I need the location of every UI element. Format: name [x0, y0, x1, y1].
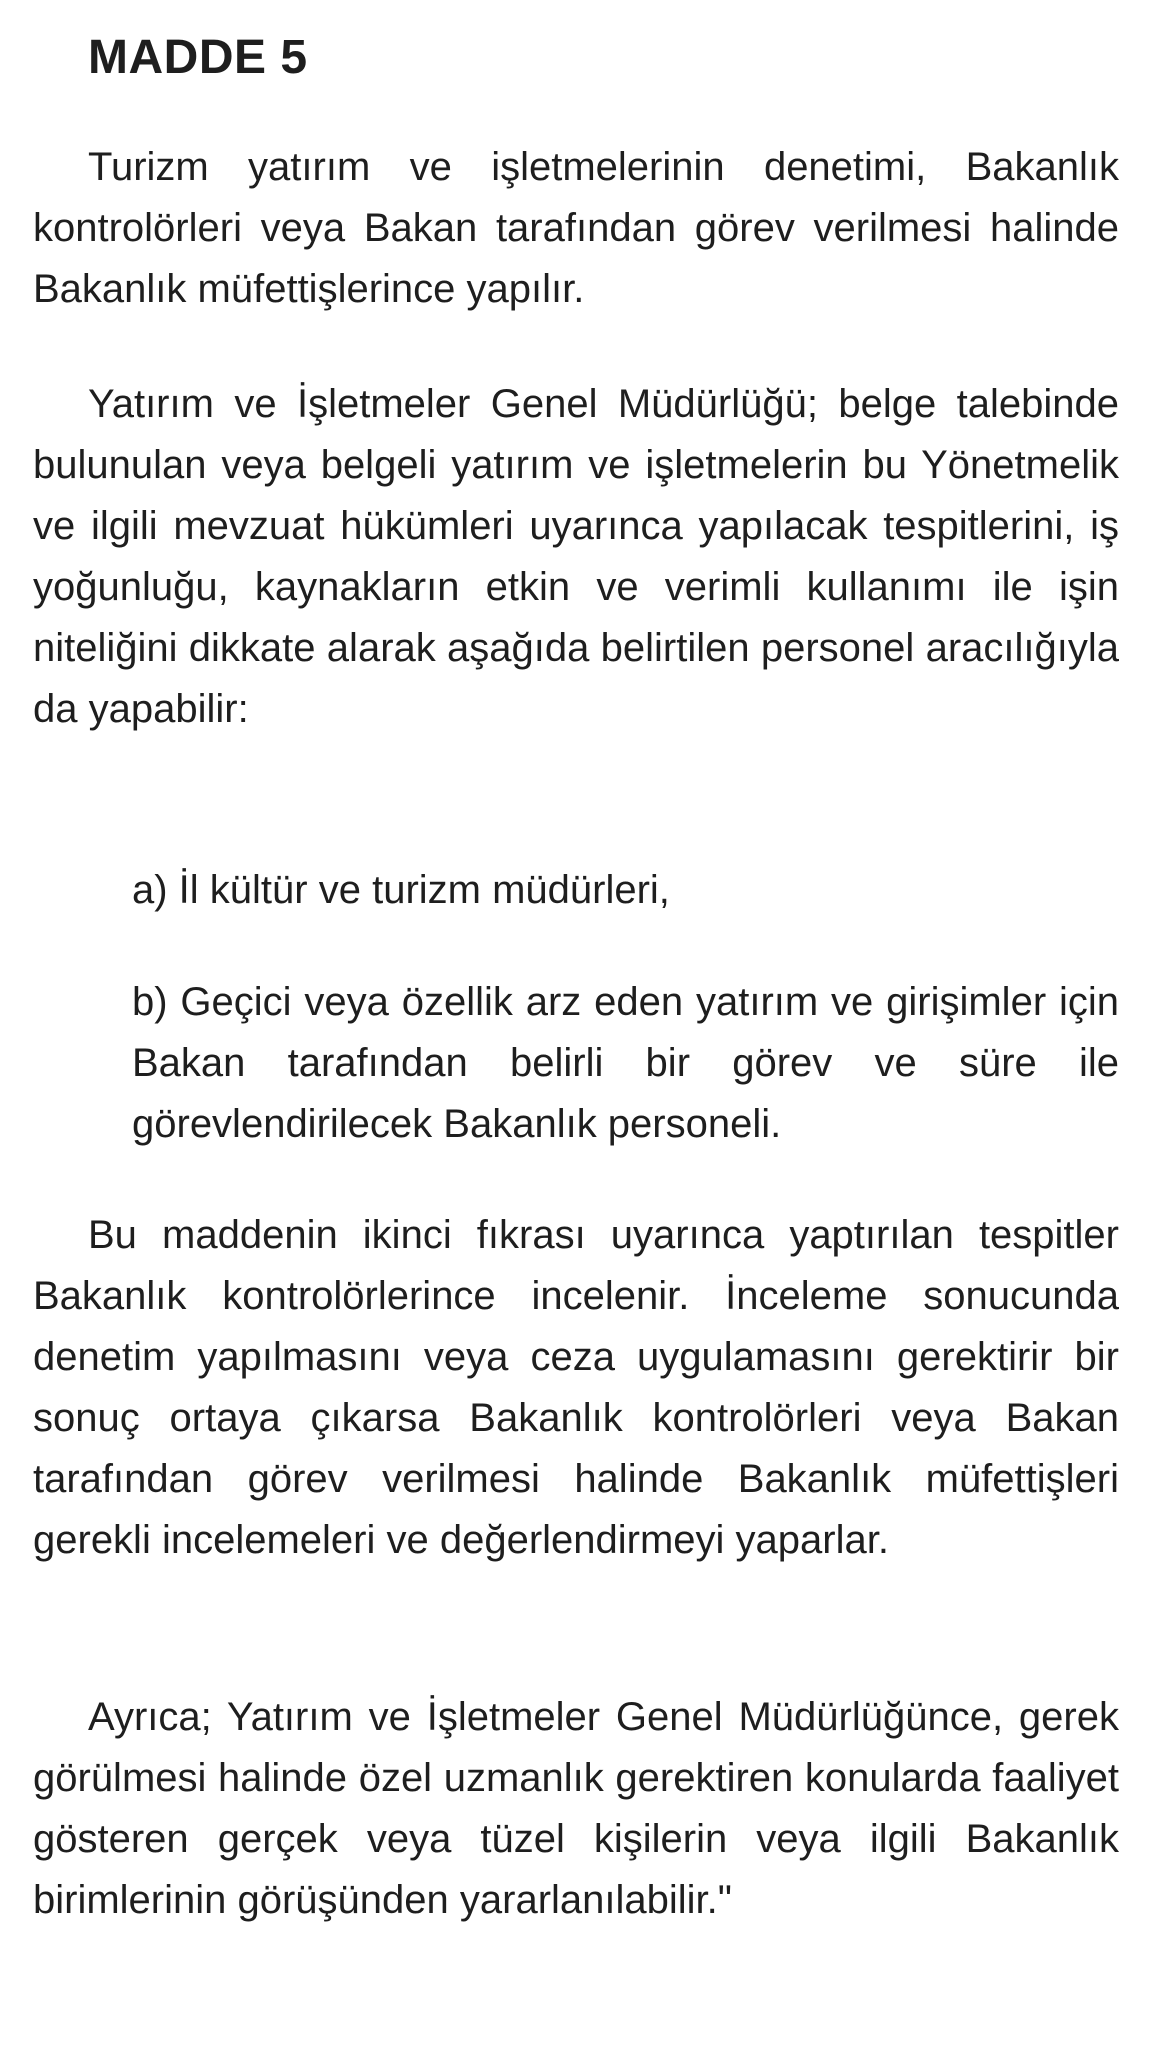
paragraph-3: Bu maddenin ikinci fıkrası uyarınca yaptırılan tespitler Bakanlık kontrolörlerince incelenir. İnceleme sonucunda denetim yapılmasını veya ceza uygulamasını gerektirir bir sonuç ortaya çıkarsa Bakanlık kontrolörleri veya Bakan tarafından görev verilmesi halinde Bakanlık müfettişleri gerekli incelemeleri ve değerlendirmeyi yaparlar. [33, 1213, 1119, 1562]
paragraph-4: Ayrıca; Yatırım ve İşletmeler Genel Müdürlüğünce, gerek görülmesi halinde özel uzmanlık gerektiren konularda faaliyet gösteren gerçek veya tüzel kişilerin veya ilgili Bakanlık birimlerinin görüşünden yararlanılabilir." [33, 1695, 1119, 1922]
article-heading: MADDE 5 [88, 31, 308, 84]
paragraph-2: Yatırım ve İşletmeler Genel Müdürlüğü; belge talebinde bulunulan veya belgeli yatırım ve işletmelerin bu Yönetmelik ve ilgili mevzuat hükümleri uyarınca yapılacak tespitlerini, iş yoğunluğu, kaynakların etkin ve verimli kullanımı ile işin niteliğini dikkate alarak aşağıda belirtilen personel aracılığıyla da yapabilir: [33, 382, 1119, 731]
list-item-a: a) İl kültür ve turizm müdürleri, [132, 868, 670, 912]
list-item-b: b) Geçici veya özellik arz eden yatırım ve girişimler için Bakan tarafından belirli bir görev ve süre ile görevlendirilecek Bakanlık personeli. [132, 980, 1119, 1146]
paragraph-1: Turizm yatırım ve işletmelerinin denetimi, Bakanlık kontrolörleri veya Bakan tarafından görev verilmesi halinde Bakanlık müfettişlerince yapılır. [33, 145, 1119, 311]
